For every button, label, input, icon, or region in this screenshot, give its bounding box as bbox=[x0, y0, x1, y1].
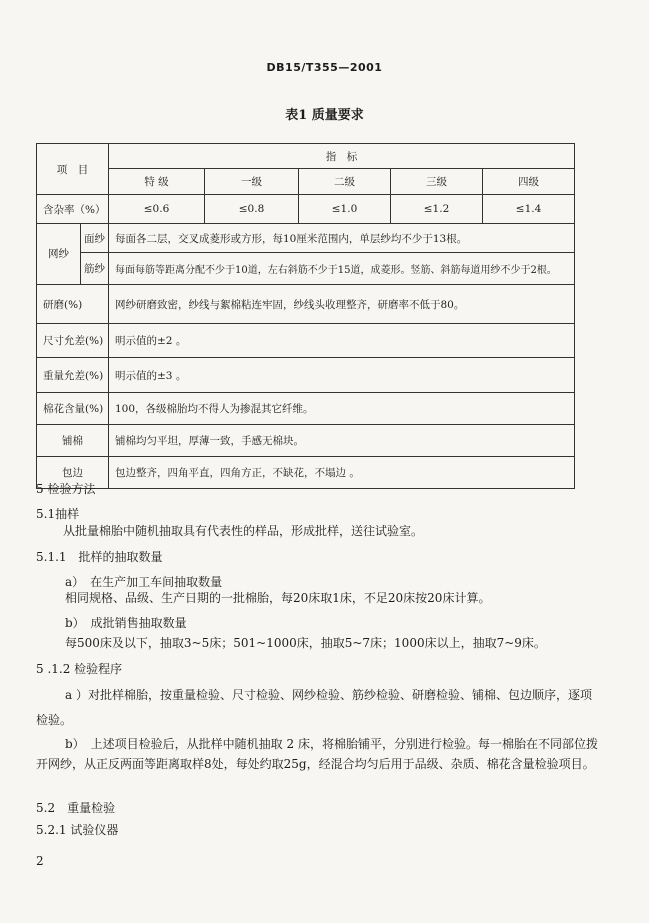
impurity-value: ≤1.4 bbox=[483, 195, 575, 224]
impurity-value: ≤1.2 bbox=[391, 195, 483, 224]
section-5-1-1-b-text: 每500床及以下，抽取3~5床；501~1000床，抽取5~7床；1000床以上，抽取7~9床。 bbox=[65, 636, 546, 650]
section-5-2-heading: 5.2 重量检验 bbox=[36, 801, 116, 815]
section-5-heading: 5 检验方法 bbox=[36, 482, 96, 496]
grade-1: 一级 bbox=[205, 169, 299, 195]
section-5-2-1-heading: 5.2.1 试验仪器 bbox=[36, 823, 119, 837]
rib-yarn-label: 筋纱 bbox=[81, 253, 109, 285]
section-5-1-text: 从批量棉胎中随机抽取具有代表性的样品，形成批样，送往试验室。 bbox=[63, 524, 424, 538]
grade-2: 二级 bbox=[299, 169, 391, 195]
impurity-label: 含杂率（%） bbox=[37, 195, 109, 224]
net-yarn-label: 网纱 bbox=[37, 224, 81, 285]
row-label: 尺寸允差(%) bbox=[37, 324, 109, 358]
face-yarn-label: 面纱 bbox=[81, 224, 109, 253]
impurity-value: ≤0.6 bbox=[109, 195, 205, 224]
net-yarn-rib-row bbox=[37, 253, 575, 285]
section-5-1-1-heading: 5.1.1 批样的抽取数量 bbox=[36, 550, 163, 564]
table-row bbox=[37, 324, 575, 358]
table-header-row bbox=[37, 144, 575, 169]
rib-yarn-text: 每面每筋等距离分配不少于10道，左右斜筋不少于15道，成菱形。竖筋、斜筋每道用纱不少于2根。 bbox=[109, 253, 575, 285]
row-label: 包边 bbox=[37, 457, 109, 489]
row-text: 100，各级棉胎均不得人为掺混其它纤维。 bbox=[109, 393, 575, 425]
section-5-1-2-b-line1: b） 上述项目检验后，从批样中随机抽取 2 床，将棉胎铺平，分别进行检验。每一棉胎在不同部位拨 bbox=[65, 737, 598, 751]
grade-special: 特 级 bbox=[109, 169, 205, 195]
standard-code: DB15/T355—2001 bbox=[266, 61, 383, 74]
quality-requirements-table bbox=[36, 143, 575, 489]
section-5-1-2-heading: 5 .1.2 检验程序 bbox=[36, 662, 123, 676]
header-indicator: 指 标 bbox=[109, 144, 575, 169]
row-text: 包边整齐，四角平直，四角方正，不缺花，不塌边 。 bbox=[109, 457, 575, 489]
section-5-1-1-a: a） 在生产加工车间抽取数量 bbox=[65, 575, 223, 589]
row-text: 铺棉均匀平坦，厚薄一致，手感无棉块。 bbox=[109, 425, 575, 457]
net-yarn-face-row bbox=[37, 224, 575, 253]
section-5-1-1-b: b） 成批销售抽取数量 bbox=[65, 616, 187, 630]
table-title: 表1 质量要求 bbox=[285, 108, 364, 123]
row-label: 重量允差(%) bbox=[37, 358, 109, 393]
header-item: 项 目 bbox=[37, 144, 109, 195]
page-number: 2 bbox=[36, 854, 44, 868]
row-text: 网纱研磨致密，纱线与絮棉粘连牢固，纱线头收理整齐，研磨率不低于80。 bbox=[109, 285, 575, 324]
section-5-1-1-a-text: 相同规格、品级、生产日期的一批棉胎，每20床取1床，不足20床按20床计算。 bbox=[65, 591, 491, 605]
section-5-1-2-b-line2: 开网纱，从正反两面等距离取样8处，每处约取25g，经混合均匀后用于品级、杂质、棉花含量检验项目。 bbox=[36, 757, 595, 771]
grade-header-row bbox=[37, 169, 575, 195]
table-row bbox=[37, 425, 575, 457]
row-label: 棉花含量(%) bbox=[37, 393, 109, 425]
section-5-1-heading: 5.1抽样 bbox=[36, 507, 80, 521]
table-row bbox=[37, 285, 575, 324]
table-row bbox=[37, 358, 575, 393]
grade-3: 三级 bbox=[391, 169, 483, 195]
row-text: 明示值的±2 。 bbox=[109, 324, 575, 358]
row-text: 明示值的±3 。 bbox=[109, 358, 575, 393]
table-row bbox=[37, 393, 575, 425]
impurity-value: ≤0.8 bbox=[205, 195, 299, 224]
row-label: 研磨(%) bbox=[37, 285, 109, 324]
row-label: 铺棉 bbox=[37, 425, 109, 457]
grade-4: 四级 bbox=[483, 169, 575, 195]
section-5-1-2-a-line1: a ）对批样棉胎，按重量检验、尺寸检验、网纱检验、筋纱检验、研磨检验、铺棉、包边顺序，逐项 bbox=[65, 688, 592, 702]
section-5-1-2-a-line2: 检验。 bbox=[36, 713, 73, 727]
impurity-row bbox=[37, 195, 575, 224]
impurity-value: ≤1.0 bbox=[299, 195, 391, 224]
face-yarn-text: 每面各二层，交叉成菱形或方形，每10厘米范围内，单层纱均不少于13根。 bbox=[109, 224, 575, 253]
